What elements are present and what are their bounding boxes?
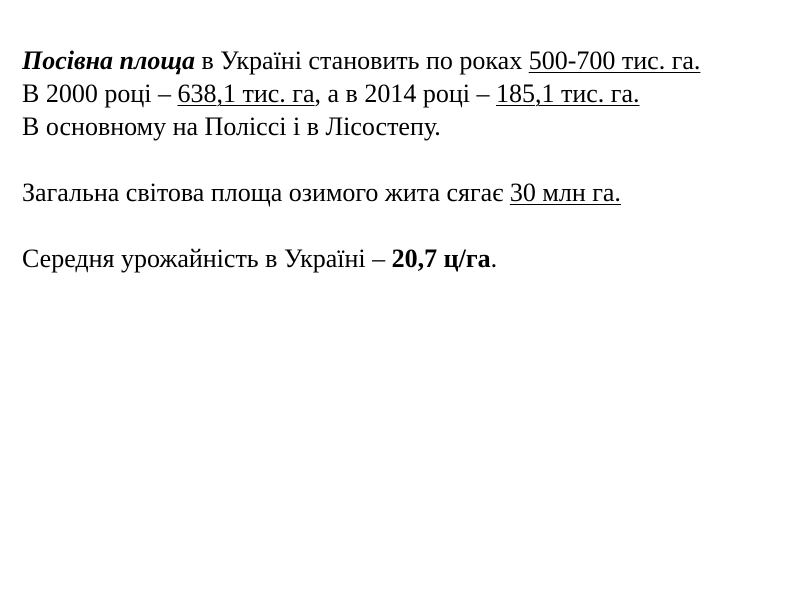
yield-value: 20,7 ц/га (391, 244, 491, 273)
yield-end: . (490, 244, 498, 273)
sown-area-text: в Україні становить по роках (195, 46, 529, 75)
year-2000-text: В 2000 році – (22, 79, 178, 108)
world-area-paragraph (22, 176, 770, 209)
spacer (22, 209, 770, 242)
year-2014-text: , а в 2014 році – (314, 79, 496, 108)
yield-paragraph (22, 242, 770, 275)
world-area-text: Загальна світова площа озимого жита сягає (22, 178, 510, 207)
year-comparison-paragraph (22, 77, 770, 110)
sown-area-term: Посівна площа (22, 46, 195, 75)
spacer (22, 143, 770, 176)
regions-paragraph: В основному на Поліссі і в Лісостепу. (22, 112, 441, 141)
sown-area-paragraph (22, 44, 770, 77)
yield-text: Середня урожайність в Україні – (22, 244, 392, 273)
world-area-value: 30 млн га. (509, 178, 621, 207)
slide-content (22, 44, 770, 275)
year-2014-value: 185,1 тис. га. (495, 79, 640, 108)
year-2000-value: 638,1 тис. га (177, 79, 315, 108)
sown-area-range: 500-700 тис. га. (528, 46, 701, 75)
